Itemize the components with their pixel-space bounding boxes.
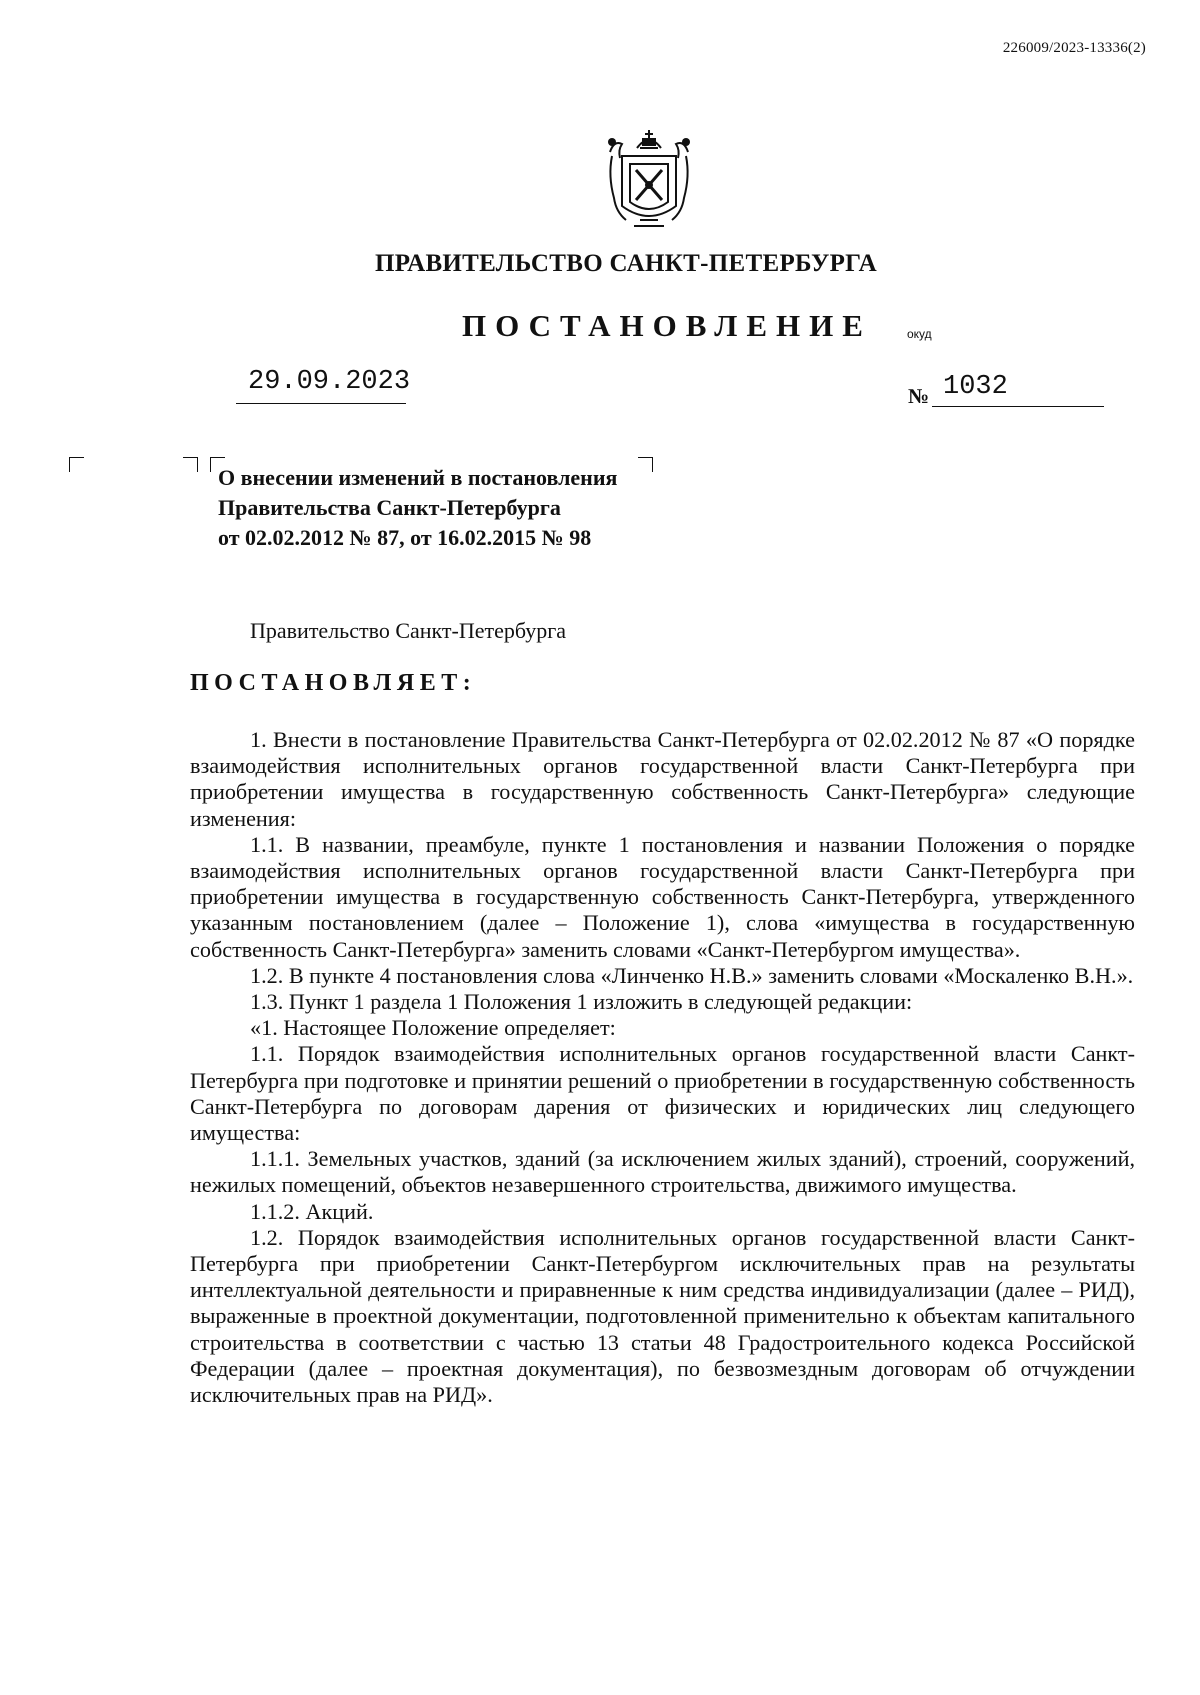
paragraph-1: 1. Внести в постановление Правительства Санкт-Петербурга от 02.02.2012 № 87 «О порядке взаимодействия исполнительных органов государственной власти Санкт-Петербурга при приобретении имущества в государственную собственность Санкт-Петербурга» следующие изменения: [190,727,1135,831]
quoted-paragraph-1-1-1: 1.1.1. Земельных участков, зданий (за исключением жилых зданий), строений, сооружений, нежилых помещений, объектов незавершенного строительства, движимого имущества. [190,1146,1135,1198]
government-title: ПРАВИТЕЛЬСТВО САНКТ-ПЕТЕРБУРГА [374,250,878,277]
number-label: № [908,384,930,408]
decree-heading: ПОСТАНОВЛЯЕТ: [190,670,477,696]
paragraph-1-2: 1.2. В пункте 4 постановления слова «Линченко Н.В.» заменить словами «Москаленко В.Н.». [250,962,1134,988]
paragraph-1-3: 1.3. Пункт 1 раздела 1 Положения 1 изложить в следующей редакции: [250,989,913,1015]
resolution-number: 1032 [943,372,1008,402]
saint-petersburg-coat-of-arms-icon [604,126,694,234]
paragraph-1-1: 1.1. В названии, преамбуле, пункте 1 постановления и названии Положения о порядке взаимодействия исполнительных органов государственной власти Санкт-Петербурга при приобретении имущества в государственную собственность Санкт-Петербурга, утвержденного указанным постановлением (далее – Положение 1), слова «имущества в государственную собственность Санкт-Петербурга» заменить словами «Санкт-Петербургом имущества». [190,831,1135,962]
number-underline [932,406,1104,407]
quoted-paragraph-1-1-2: 1.1.2. Акций. [250,1198,374,1224]
corner-mark-left-top-right [183,457,198,472]
subject-block [218,463,617,553]
okud-label: окуд [907,327,932,341]
quoted-paragraph-1: «1. Настоящее Положение определяет: [250,1015,616,1041]
subject-line: О внесении изменений в постановления [218,465,618,490]
resolution-body [190,727,1135,1408]
subject-line: от 02.02.2012 № 87, от 16.02.2015 № 98 [218,525,592,550]
corner-mark-left-top [69,457,84,472]
issuing-government: Правительство Санкт-Петербурга [250,618,567,643]
resolution-date: 29.09.2023 [248,367,411,397]
subject-line: Правительства Санкт-Петербурга [218,495,561,520]
corner-mark-subject-right [638,457,653,472]
resolution-title: ПОСТАНОВЛЕНИЕ [462,308,872,343]
quoted-paragraph-1-2: 1.2. Порядок взаимодействия исполнительных органов государственной власти Санкт-Петербурга при приобретении Санкт-Петербургом исключительных прав на результаты интеллектуальной деятельности и приравненные к ним средства индивидуализации (далее – РИД), выраженные в проектной документации, подготовленной применительно к объектам капитального строительства в соответствии с частью 13 статьи 48 Градостроительного кодекса Российской Федерации (далее – проектная документация), по безвозмездным договорам об отчуждении исключительных прав на РИД». [190,1224,1135,1408]
date-underline [236,403,406,404]
quoted-paragraph-1-1: 1.1. Порядок взаимодействия исполнительных органов государственной власти Санкт-Петербурга при подготовке и принятии решений о приобретении в государственную собственность Санкт-Петербурга по договорам дарения от физических и юридических лиц следующего имущества: [190,1041,1135,1146]
document-id: 226009/2023-13336(2) [1002,40,1146,56]
